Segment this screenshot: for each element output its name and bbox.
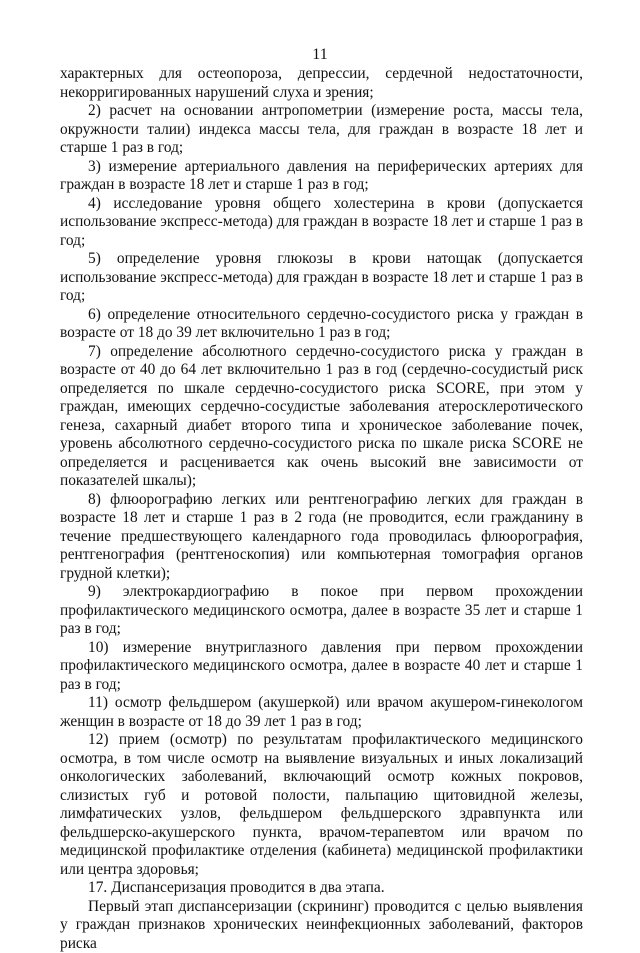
- paragraph-item-7: 7) определение абсолютного сердечно-сосудистого риска у граждан в возрасте от 40 до 64 лет включительно 1 раз в год (сердечно-сосудистый риск определяется по шкале сердечно-сосудистого риска SCORE, при этом у граждан, имеющих сердечно-сосудистые заболевания атеросклеротического генеза, сахарный диабет второго типа и хроническое заболевание почек, уровень абсолютного сердечно-сосудистого риска по шкале риска SCORE не определяется и расценивается как очень высокий вне зависимости от показателей шкалы);: [60, 343, 583, 491]
- page-number: 11: [0, 46, 640, 64]
- paragraph-item-8: 8) флюорографию легких или рентгенографию легких для граждан в возрасте 18 лет и старше 1 раз в 2 года (не проводится, если гражданину в течение предшествующего календарного года проводилась флюорография, рентгенография (рентгеноскопия) или компьютерная томография органов грудной клетки);: [60, 491, 583, 584]
- document-body: [60, 65, 583, 953]
- paragraph-item-5: 5) определение уровня глюкозы в крови натощак (допускается использование экспресс-метода) для граждан в возрасте 18 лет и старше 1 раз в год;: [60, 250, 583, 306]
- paragraph-item-4: 4) исследование уровня общего холестерина в крови (допускается использование экспресс-метода) для граждан в возрасте 18 лет и старше 1 раз в год;: [60, 195, 583, 251]
- paragraph-item-12: 12) прием (осмотр) по результатам профилактического медицинского осмотра, в том числе осмотр на выявление визуальных и иных локализаций онкологических заболеваний, включающий осмотр кожных покровов, слизистых губ и ротовой полости, пальпацию щитовидной железы, лимфатических узлов, фельдшером фельдшерского здравпункта или фельдшерско-акушерского пункта, врачом-терапевтом или врачом по медицинской профилактике отделения (кабинета) медицинской профилактики или центра здоровья;: [60, 731, 583, 879]
- paragraph-item-9: 9) электрокардиографию в покое при первом прохождении профилактического медицинского осмотра, далее в возрасте 35 лет и старше 1 раз в год;: [60, 583, 583, 639]
- paragraph-item-6: 6) определение относительного сердечно-сосудистого риска у граждан в возрасте от 18 до 39 лет включительно 1 раз в год;: [60, 306, 583, 343]
- paragraph-section-17: 17. Диспансеризация проводится в два этапа.: [60, 879, 583, 898]
- paragraph-first-stage: Первый этап диспансеризации (скрининг) проводится с целью выявления у граждан признаков хронических неинфекционных заболеваний, факторов риска: [60, 898, 583, 953]
- paragraph-continuation: характерных для остеопороза, депрессии, сердечной недостаточности, некорригированных нарушений слуха и зрения;: [60, 65, 583, 102]
- paragraph-item-11: 11) осмотр фельдшером (акушеркой) или врачом акушером-гинекологом женщин в возрасте от 18 до 39 лет 1 раз в год;: [60, 694, 583, 731]
- paragraph-item-10: 10) измерение внутриглазного давления при первом прохождении профилактического медицинского осмотра, далее в возрасте 40 лет и старше 1 раз в год;: [60, 639, 583, 695]
- paragraph-item-2: 2) расчет на основании антропометрии (измерение роста, массы тела, окружности талии) индекса массы тела, для граждан в возрасте 18 лет и старше 1 раз в год;: [60, 102, 583, 158]
- paragraph-item-3: 3) измерение артериального давления на периферических артериях для граждан в возрасте 18 лет и старше 1 раз в год;: [60, 158, 583, 195]
